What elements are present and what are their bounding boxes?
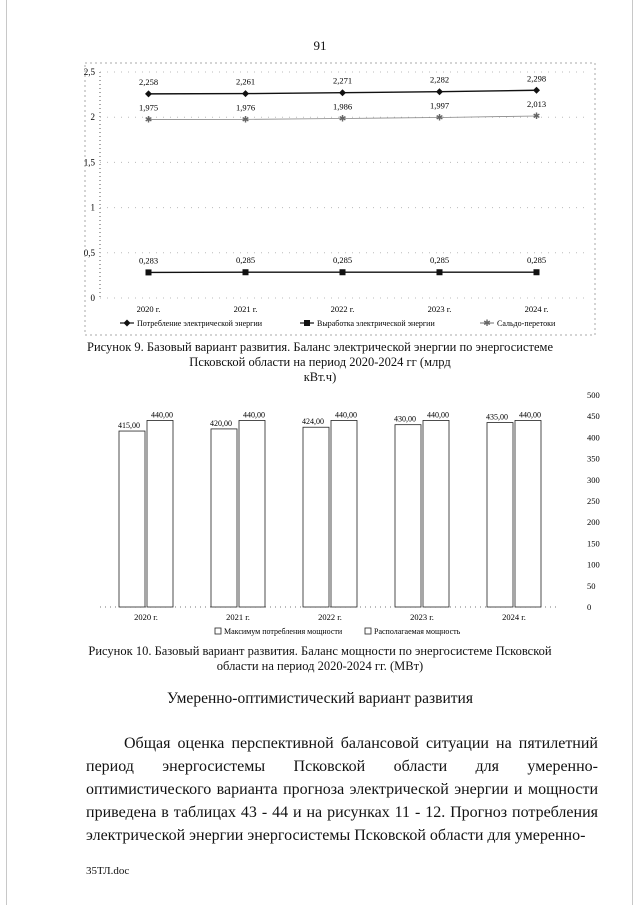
- chart1-ytick-label: 0: [90, 293, 95, 303]
- chart1-data-label: 2,013: [526, 99, 547, 110]
- chart2-legend-label: Максимум потребления мощности: [224, 627, 343, 636]
- chart2-ytick-label: 350: [587, 453, 600, 464]
- chart1-legend-label: Потребление электрической энергии: [137, 319, 263, 328]
- chart2-xtick-label: 2023 г.: [410, 612, 434, 622]
- figure9-caption-line3: кВт.ч): [303, 370, 337, 384]
- chart1-point: ✱: [241, 114, 250, 125]
- chart2-bar-max-consumption: [395, 425, 421, 607]
- chart2-data-label: 430,00: [394, 414, 416, 424]
- energy-balance-line-chart: [80, 60, 600, 340]
- figure10-caption-line2: области на период 2020-2024 гг. (МВт): [216, 659, 424, 673]
- chart2-bar-max-consumption: [303, 427, 329, 607]
- chart2-data-label: 440,00: [519, 410, 541, 420]
- chart2-data-label: 440,00: [427, 410, 449, 420]
- chart1-point: ✱: [435, 112, 444, 123]
- chart2-ytick-label: 250: [587, 496, 600, 506]
- chart1-data-label: 0,285: [429, 255, 450, 266]
- chart1-xtick-label: 2023 г.: [427, 304, 452, 314]
- figure9-caption: [0, 340, 640, 385]
- body-paragraph: Общая оценка перспективной балансовой ситуации на пятилетний период энергосистемы Псковской области для умеренно-оптимистического варианта прогноза электрической энергии и мощности приведена в таблицах 43 - 44 и на рисунках 11 - 12. Прогноз потребления электрической энергии энергосистемы Псковской области для умеренно-: [86, 735, 598, 844]
- chart2-ytick-label: 500: [587, 390, 600, 400]
- chart1-point: [436, 88, 443, 95]
- chart2-bar-max-consumption: [211, 429, 237, 607]
- chart1-ytick-label: 2,5: [83, 67, 95, 77]
- chart1-xtick-label: 2021 г.: [233, 304, 258, 314]
- chart2-bar-available-power: [515, 420, 541, 607]
- chart2-ytick-label: 450: [587, 411, 600, 422]
- chart1-data-label: 2,282: [429, 74, 450, 85]
- chart1-ytick-label: 0,5: [83, 247, 95, 258]
- chart1-xtick-label: 2020 г.: [136, 304, 161, 314]
- chart2-data-label: 420,00: [210, 418, 232, 428]
- chart2-bar-available-power: [239, 420, 265, 607]
- chart1-data-label: 0,285: [332, 255, 353, 266]
- chart2-bar-available-power: [423, 420, 449, 607]
- chart1-legend-label: Выработка электрической энергии: [317, 319, 435, 328]
- figure10-caption: [0, 644, 640, 674]
- chart2-legend-swatch: [365, 628, 371, 634]
- chart1-data-label: 0,285: [526, 255, 547, 266]
- power-balance-bar-chart: [80, 385, 600, 640]
- chart2-ytick-label: 200: [587, 517, 600, 528]
- chart2-data-label: 415,00: [118, 421, 140, 431]
- chart2-ytick-label: 100: [587, 559, 600, 570]
- figure10-caption-line1: Рисунок 10. Базовый вариант развития. Баланс мощности по энергосистеме Псковской: [88, 644, 552, 658]
- chart1-data-label: 1,986: [332, 101, 353, 112]
- chart1-data-label: 0,285: [235, 255, 256, 266]
- chart1-point: [145, 90, 152, 97]
- chart2-legend-label: Располагаемая мощность: [374, 627, 461, 636]
- chart1-data-label: 2,258: [138, 76, 159, 87]
- chart1-data-label: 1,976: [235, 102, 256, 113]
- chart2-data-label: 435,00: [486, 412, 508, 422]
- chart2-ytick-label: 0: [587, 602, 592, 612]
- section-title: Умеренно-оптимистический вариант развития: [167, 690, 473, 707]
- chart2-legend-swatch: [215, 628, 221, 634]
- chart1-ytick-label: 2: [90, 112, 95, 123]
- chart2-bar-available-power: [331, 420, 357, 607]
- chart1-point: [340, 269, 346, 275]
- scan-edge-left: [6, 0, 7, 905]
- chart2-ytick-label: 300: [587, 474, 600, 485]
- chart1-point: [242, 90, 249, 97]
- chart1-point: [534, 269, 540, 275]
- chart1-legend-label: Сальдо-перетоки: [497, 319, 556, 328]
- chart1-point: [124, 320, 131, 327]
- chart2-ytick-label: 150: [587, 538, 600, 549]
- chart2-bar-max-consumption: [487, 423, 513, 607]
- figure9-caption-line1: Рисунок 9. Базовый вариант развития. Баланс электрической энергии по энергосистеме: [87, 340, 553, 354]
- chart1-point: ✱: [144, 114, 153, 125]
- chart1-point: ✱: [532, 111, 541, 122]
- chart1-point: [437, 269, 443, 275]
- chart2-data-label: 440,00: [243, 410, 265, 420]
- footer-filename: 35ТЛ.doc: [86, 865, 130, 877]
- chart1-data-label: 2,298: [526, 73, 547, 84]
- chart2-bar-available-power: [147, 420, 173, 607]
- chart1-ytick-label: 1,5: [83, 157, 95, 168]
- chart1-data-label: 2,261: [235, 76, 256, 87]
- chart1-point: [243, 269, 249, 275]
- scan-edge-right: [632, 0, 633, 905]
- chart1-point: ✱: [483, 318, 491, 328]
- chart2-ytick-label: 400: [587, 432, 600, 443]
- chart1-point: [533, 87, 540, 94]
- chart2-xtick-label: 2024 г.: [502, 612, 526, 622]
- chart2-xtick-label: 2020 г.: [134, 612, 158, 622]
- chart2-xtick-label: 2021 г.: [226, 612, 250, 622]
- page-number: 91: [313, 38, 327, 53]
- chart1-data-label: 0,283: [138, 255, 159, 266]
- chart1-point: ✱: [338, 113, 347, 124]
- chart1-data-label: 2,271: [332, 75, 353, 86]
- chart2-ytick-label: 50: [587, 580, 596, 591]
- chart1-data-label: 1,975: [138, 102, 159, 113]
- chart2-data-label: 440,00: [151, 410, 173, 420]
- chart1-ytick-label: 1: [90, 202, 95, 213]
- figure9-caption-line2: Псковской области на период 2020-2024 гг (млрд: [189, 355, 451, 369]
- chart1-xtick-label: 2024 г.: [524, 304, 549, 314]
- chart2-data-label: 424,00: [302, 417, 324, 427]
- chart2-bar-max-consumption: [119, 431, 145, 607]
- chart2-data-label: 440,00: [335, 410, 357, 420]
- chart1-point: [339, 89, 346, 96]
- chart1-point: [146, 269, 152, 275]
- chart1-xtick-label: 2022 г.: [330, 304, 355, 314]
- chart2-xtick-label: 2022 г.: [318, 612, 342, 622]
- chart1-point: [304, 320, 310, 326]
- chart1-data-label: 1,997: [429, 100, 450, 111]
